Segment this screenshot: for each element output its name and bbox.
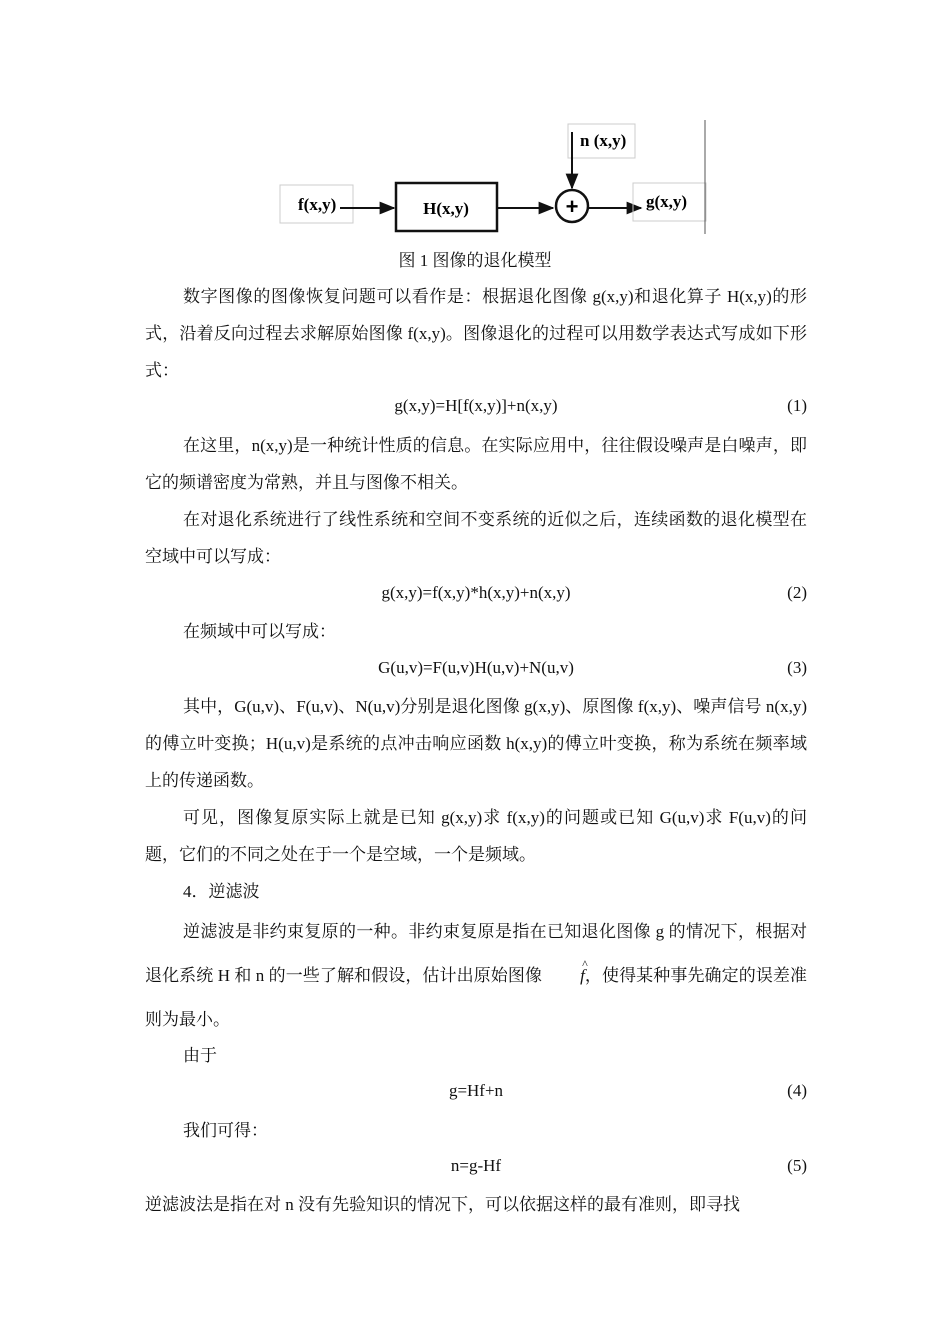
section-heading: 4．逆滤波: [183, 882, 260, 901]
paragraph: 数字图像的图像恢复问题可以看作是：根据退化图像 g(x,y)和退化算子 H(x,y)的形式，沿着反向过程去求解原始图像 f(x,y)。图像退化的过程可以用数学表达式写成如下形式：: [145, 287, 807, 380]
equation-3: [145, 658, 807, 682]
noise-label: n (x,y): [580, 131, 627, 150]
figure-caption: 图 1 图像的退化模型: [398, 251, 552, 270]
equation-1: [145, 396, 807, 420]
paragraph: 其中，G(u,v)、F(u,v)、N(u,v)分别是退化图像 g(x,y)、原图像 f(x,y)、噪声信号 n(x,y)的傅立叶变换；H(u,v)是系统的点冲击响应函数 h(x,y)的傅立叶变换，称为系统在频率域上的传递函数。: [145, 697, 807, 790]
estimated-image-symbol: ^ f: [542, 954, 585, 998]
paragraph: 在这里，n(x,y)是一种统计性质的信息。在实际应用中，往往假设噪声是白噪声，即它的频谱密度为常熟，并且与图像不相关。: [145, 436, 807, 492]
paragraph-text: ，使得某种事先确定的误差准则为最小。: [145, 966, 808, 1029]
degradation-model-diagram: [0, 110, 950, 240]
equation-number: (5): [787, 1156, 807, 1175]
paragraph: 可见，图像复原实际上就是已知 g(x,y)求 f(x,y)的问题或已知 G(u,v)求 F(u,v)的问题，它们的不同之处在于一个是空域，一个是频域。: [145, 808, 807, 864]
adder-symbol: +: [565, 194, 579, 219]
equation-number: (3): [787, 658, 807, 677]
equation-expression: g(x,y)=f(x,y)*h(x,y)+n(x,y): [381, 583, 571, 602]
paragraph: 在对退化系统进行了线性系统和空间不变系统的近似之后，连续函数的退化模型在空域中可以写成：: [145, 510, 807, 566]
equation-expression: g(x,y)=H[f(x,y)]+n(x,y): [394, 396, 558, 415]
equation-number: (1): [787, 396, 807, 415]
system-label: H(x,y): [423, 199, 469, 218]
equation-expression: g=Hf+n: [448, 1081, 504, 1100]
equation-expression: n=g-Hf: [450, 1156, 502, 1175]
input-label: f(x,y): [298, 195, 337, 214]
paragraph: 逆滤波法是指在对 n 没有先验知识的情况下，可以依据这样的最有准则，即寻找: [145, 1195, 740, 1214]
paragraph: 在频域中可以写成：: [183, 622, 336, 641]
output-label: g(x,y): [646, 192, 688, 211]
equation-number: (4): [787, 1081, 807, 1100]
paragraph: [145, 910, 807, 1042]
paragraph-text: 逆滤波是非约束复原的一种。非约束复原是指在已知退化图像 g 的情况下，根据对退化系统 H 和 n 的一些了解和假设，估计出原始图像: [145, 922, 807, 985]
degradation-model-figure: [0, 110, 950, 240]
equation-5: [145, 1156, 807, 1180]
equation-2: [145, 583, 807, 607]
paragraph: 由于: [183, 1046, 217, 1065]
equation-expression: G(u,v)=F(u,v)H(u,v)+N(u,v): [378, 658, 574, 677]
paragraph: 我们可得：: [183, 1121, 268, 1140]
equation-4: [145, 1081, 807, 1105]
equation-number: (2): [787, 583, 807, 602]
